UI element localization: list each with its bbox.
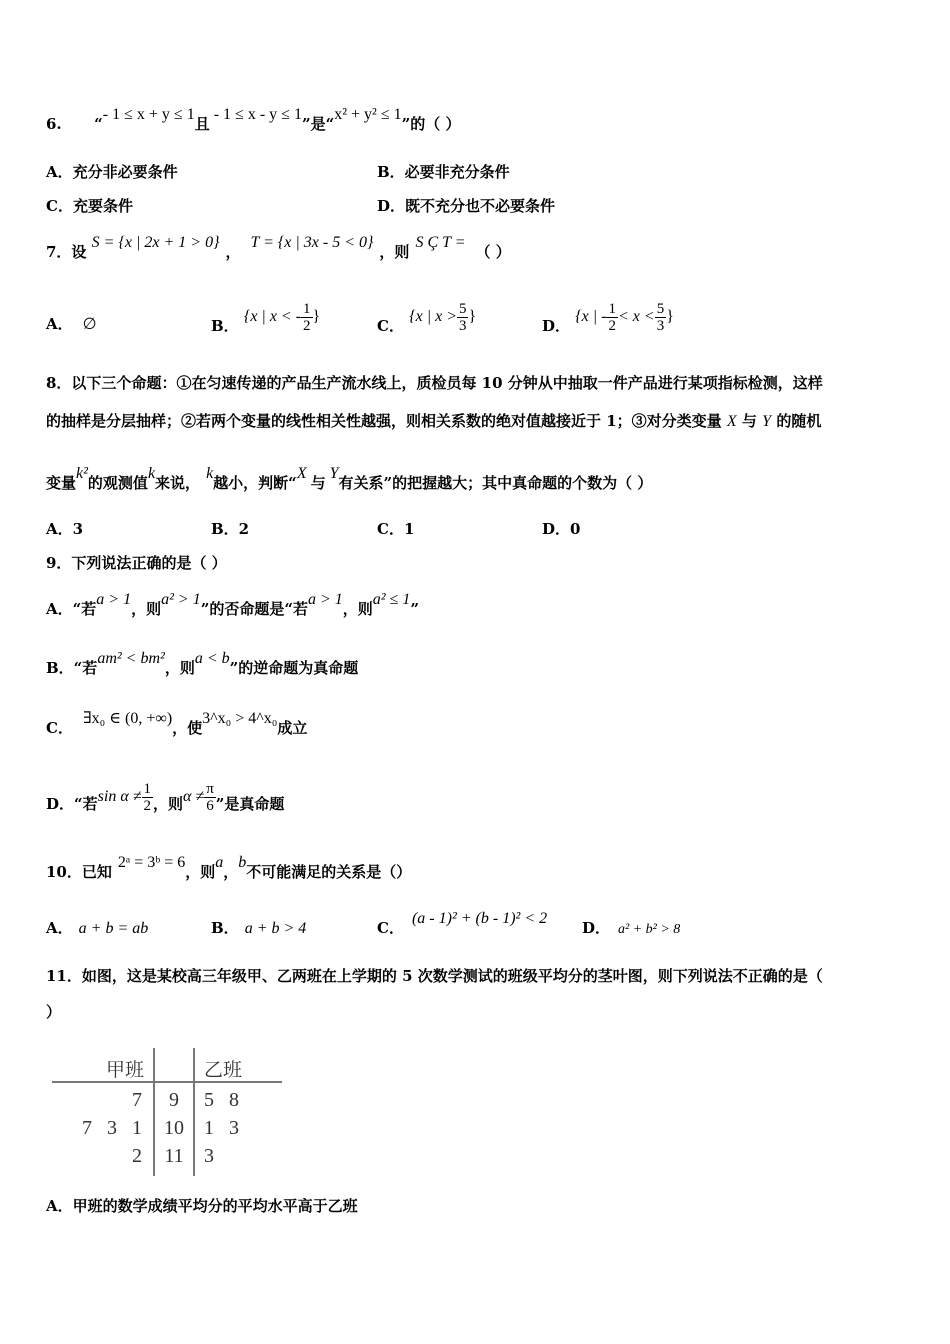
- stem-row-1: 9: [169, 1089, 179, 1111]
- leaf-right-row-2: 1 3: [204, 1117, 239, 1139]
- q10-option-a: A． a + b = ab: [46, 919, 149, 937]
- leaf-right-row-1: 5 8: [204, 1089, 239, 1111]
- q6-option-c: C．充要条件: [46, 197, 133, 215]
- q6-stem: 6. “- 1 ≤ x + y ≤ 1且- 1 ≤ x - y ≤ 1”是“x² + y² ≤ 1”的（ ）: [46, 106, 461, 133]
- q8-option-b: B．2: [211, 520, 250, 538]
- leaf-left-row-1: 7: [132, 1089, 142, 1111]
- q7-option-b: B． {x | x < - $\frac{1}{2}$ }: [211, 300, 321, 335]
- q10-option-b: B． a + b > 4: [211, 919, 307, 937]
- q10-option-c: C．(a - 1)² + (b - 1)² < 2: [377, 910, 548, 937]
- q9-stem: 9．下列说法正确的是（ ）: [46, 554, 227, 572]
- q6-condition-1: - 1 ≤ x + y ≤ 1: [102, 106, 195, 123]
- q8-option-c: C．1: [377, 520, 415, 538]
- q7-option-a: A． ∅: [46, 315, 97, 333]
- q11-option-a: A．甲班的数学成绩平均分的平均水平高于乙班: [46, 1197, 358, 1215]
- q8-option-a: A．3: [46, 520, 84, 538]
- stem-divider-left: [153, 1048, 155, 1176]
- q10-option-d: D． a² + b² > 8: [582, 919, 681, 937]
- q6-condition-2: - 1 ≤ x - y ≤ 1: [213, 106, 302, 123]
- q11-line-2: ）: [46, 1003, 62, 1021]
- q6-option-b: B．必要非充分条件: [377, 163, 510, 181]
- q7-b-fraction: $\frac{1}{2}$: [303, 300, 311, 334]
- q7-expression: S Ç T =: [415, 234, 466, 251]
- q7-stem: 7．设 S = {x | 2x + 1 > 0}，T = {x | 3x - 5 < 0}，则S Ç T =（ ）: [46, 234, 511, 261]
- q7-c-fraction: $\frac{5}{3}$: [458, 300, 467, 334]
- stem-divider-right: [193, 1048, 195, 1176]
- leaf-right-row-3: 3: [204, 1145, 214, 1167]
- q9-option-a: A．“若a > 1，则a² > 1”的否命题是“若a > 1，则a² ≤ 1”: [46, 591, 419, 618]
- stem-row-3: 11: [164, 1145, 184, 1167]
- q6-option-d: D．既不充分也不必要条件: [377, 197, 556, 215]
- leaf-left-row-2: 7 3 1: [82, 1117, 142, 1139]
- q6-condition-3: x² + y² ≤ 1: [334, 106, 402, 123]
- q8-option-d: D．0: [542, 520, 581, 538]
- q9-option-d: D．“若sin α ≠ $\frac{1}{2}$ ，则α ≠ $\frac{\pi}{6}$ ”是真命题: [46, 780, 285, 814]
- q7-option-c: C． {x | x > $\frac{5}{3}$ }: [377, 300, 477, 335]
- q11-line-1: 11．如图，这是某校高三年级甲、乙两班在上学期的 5 次数学测试的班级平均分的茎叶图，则下列说法不正确的是（: [46, 967, 823, 985]
- q6-number: 6.: [46, 115, 62, 133]
- q10-stem: 10．已知2ᵃ = 3ᵇ = 6，则a，b不可能满足的关系是（）: [46, 854, 412, 881]
- q7-set-t: T = {x | 3x - 5 < 0}: [250, 234, 374, 251]
- q8-line-1: 8．以下三个命题：①在匀速传递的产品生产流水线上，质检员每 10 分钟从中抽取一件产品进行某项指标检测，这样: [46, 374, 823, 392]
- q6-option-a: A．充分非必要条件: [46, 163, 178, 181]
- q8-line-3: 变量k²的观测值k来说，k越小，判断“X与Y有关系”的把握越大；其中真命题的个数为（ ）: [46, 465, 653, 492]
- stem-row-2: 10: [164, 1117, 184, 1139]
- header-class-jia: 甲班: [106, 1059, 145, 1081]
- q7-set-s: S = {x | 2x + 1 > 0}: [91, 234, 220, 251]
- q9-option-b: B．“若am² < bm²，则a < b”的逆命题为真命题: [46, 650, 359, 677]
- q7-option-d: D． {x | - $\frac{1}{2}$ < x < $\frac{5}{3}$ }: [542, 300, 674, 335]
- q9-option-c: C．∃x₀ ∈ (0, +∞)，使3^x₀ > 4^x₀成立: [46, 710, 308, 737]
- leaf-left-row-3: 2: [132, 1145, 142, 1167]
- header-class-yi: 乙班: [204, 1059, 243, 1081]
- header-divider: [52, 1081, 282, 1083]
- q8-line-2: 的抽样是分层抽样；②若两个变量的线性相关性越强，则相关系数的绝对值越接近于 1；③对分类变量 X 与 Y 的随机: [46, 412, 822, 430]
